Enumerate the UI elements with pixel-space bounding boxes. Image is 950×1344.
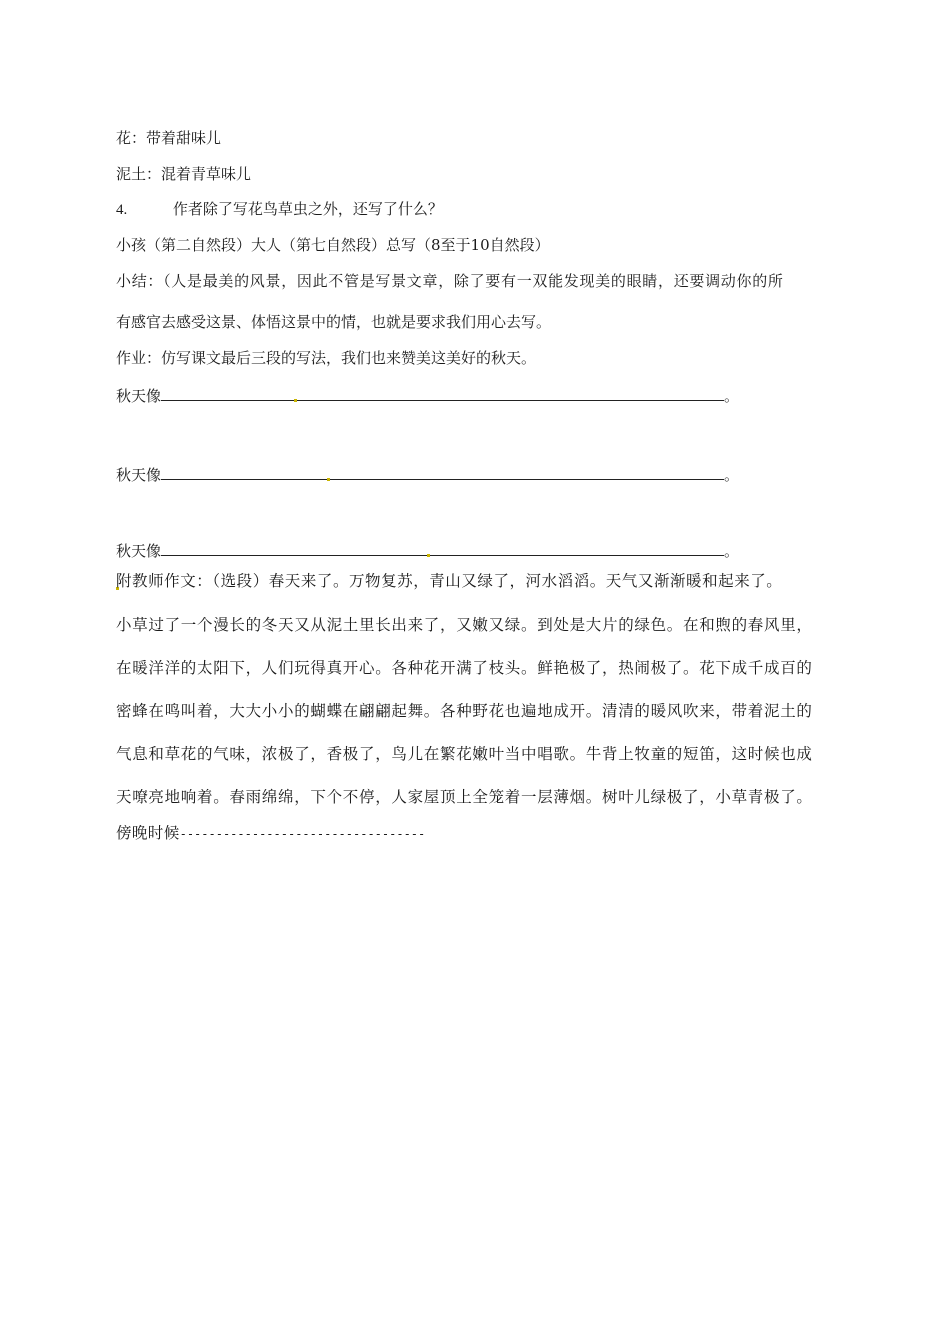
answer-blank[interactable]: [161, 539, 724, 556]
essay-line-2: 小草过了一个漫长的冬天又从泥土里长出来了，又嫩又绿。到处是大片的绿色。在和煦的春风里，: [116, 616, 813, 634]
mark-dot: [294, 399, 297, 402]
essay-line-1: 附教师作文：（选段）春天来了。万物复苏，青山又绿了，河水滔滔。天气又渐渐暖和起来了。: [116, 572, 783, 590]
question-text: 作者除了写花鸟草虫之外，还写了什么？: [172, 200, 443, 218]
answer-blank[interactable]: [161, 463, 724, 480]
essay-dashes: ----------------------------------: [179, 827, 426, 841]
mark-dot: [327, 478, 330, 481]
essay-line-6: 天嘹亮地响着。春雨绵绵，下个不停，人家屋顶上全笼着一层薄烟。树叶儿绿极了，小草青极了。: [116, 788, 813, 806]
mark-dot: [427, 554, 430, 557]
essay-line-3: 在暖洋洋的太阳下，人们玩得真开心。各种花开满了枝头。鲜艳极了，热闹极了。花下成千成百的: [116, 659, 813, 677]
essay-line-4: 密蜂在鸣叫着，大大小小的蝴蝶在翩翩起舞。各种野花也遍地成开。清清的暖风吹来，带着泥土的: [116, 702, 813, 720]
question-number: 4.: [116, 202, 128, 218]
blank-period: 。: [724, 542, 740, 560]
blank-period: 。: [724, 387, 740, 405]
essay-line-7-text: 傍晚时候: [116, 824, 180, 842]
fill-blank-3: [116, 539, 739, 561]
blank-prefix: 秋天像: [116, 542, 162, 560]
essay-line-7: [116, 818, 846, 850]
blank-prefix: 秋天像: [116, 466, 162, 484]
fill-blank-1: [116, 384, 739, 406]
summary-line-2: 有感官去感受这景、体悟这景中的情，也就是要求我们用心去写。: [116, 313, 552, 331]
answer-blank[interactable]: [161, 384, 724, 401]
soil-line: 泥土：混着青草味儿: [116, 165, 252, 183]
essay-line-5: 气息和草花的气味，浓极了，香极了，鸟儿在繁花嫩叶当中唱歌。牛背上牧童的短笛，这时候也成: [116, 745, 813, 763]
people-line: 小孩（第二自然段）大人（第七自然段）总写（8至于10自然段）: [116, 236, 550, 254]
summary-line-1: 小结：（人是最美的风景，因此不管是写景文章，除了要有一双能发现美的眼睛，还要调动你的所: [116, 272, 784, 290]
blank-prefix: 秋天像: [116, 387, 162, 405]
blank-period: 。: [724, 466, 740, 484]
question-4: [116, 199, 443, 220]
fill-blank-2: [116, 463, 739, 485]
flower-line: 花：带着甜味儿: [116, 129, 222, 147]
homework-line: 作业：仿写课文最后三段的写法，我们也来赞美这美好的秋天。: [116, 349, 537, 367]
